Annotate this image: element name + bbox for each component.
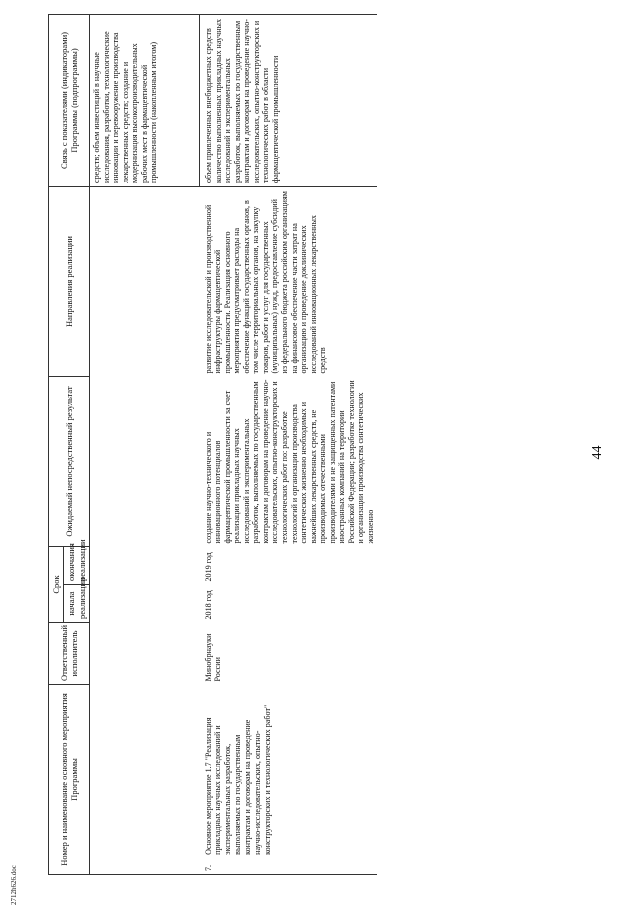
end-cell: 2019 год [203, 552, 213, 582]
indicators-cell: объем привлеченных внебюджетных средств количество выполненных прикладных научных исследований и экспериментальных разработок, выполняемых по государственным контрактам и договорам на проведение научно-исследовательских, опытно-конструкторских и технологических работ в области фармацевтической промышленности [200, 15, 378, 187]
header-col1: Номер и наименование основного мероприятия Программы [49, 685, 90, 875]
executor-cell: Минобрнауки России [203, 633, 223, 682]
row-number: 7. [203, 864, 213, 871]
measure-title: Основное мероприятие 1.7 "Реализация прикладных научных исследований и экспериментальных разработок, выполняемых по государственным контрактам и договорам на проведение научно-исследовательских, опытно-конструкторских и технологических работ" [203, 704, 272, 855]
file-footer: 2712h626.doc [10, 865, 18, 905]
table-row-7 [200, 15, 378, 875]
header-col3: начала реализации [64, 585, 90, 623]
table-row-previous [90, 15, 200, 875]
header-col4: окончания реализации [64, 547, 90, 585]
directions-cell: развитие исследовательской и производственной инфраструктуры фармацевтической промышленности. Реализация основного мероприятия предусматривает расходы на обеспечение функций государственных органов, в том числе территориальных органов, на закупку товаров, работ и услуг для государственных (муниципальных) нужд, предоставление субсидий из федерального бюджета российским организациям на финансовое обеспечение части затрат на организацию и проведение доклинических исследований инновационных лекарственных средств [200, 187, 378, 377]
page-number: 44 [590, 445, 605, 460]
header-term: Срок [49, 547, 64, 623]
header-col6: Направления реализации [49, 187, 90, 377]
result-cell: создание научно-технического и инновационного потенциалов фармацевтической промышленности за счет реализации прикладных научных исследований и экспериментальных разработок, выполняемых по государственным контрактам и договорам на проведение научно-исследовательских, опытно-конструкторских и технологических работ по: разработке технологий и организации производства синтетических жизненно необходимых и важнейших лекарственных средств, не производимых отечественными производителями и не защищенных патентами иностранных компаний на территории Российской Федерации; разработке технологии и организации производства синтетических жизненно [203, 379, 375, 544]
header-col2: Ответственный исполнитель [49, 623, 90, 685]
header-col5: Ожидаемый непосредственный результат [49, 377, 90, 547]
start-cell: 2018 год [203, 590, 213, 620]
header-col7: Связь с показателями (индикаторами) Программы (подпрограммы) [49, 15, 90, 187]
prev-indicators-cell: средств; объем инвестиций в научные исследования, разработки, технологические инновации и перевооружение производства лекарственных средств; создание и модернизация высокопроизводительных рабочих мест в фармацевтической промышленности (накопленным итогом) [90, 15, 200, 187]
header-row-1 [49, 15, 64, 875]
program-table [48, 14, 377, 875]
